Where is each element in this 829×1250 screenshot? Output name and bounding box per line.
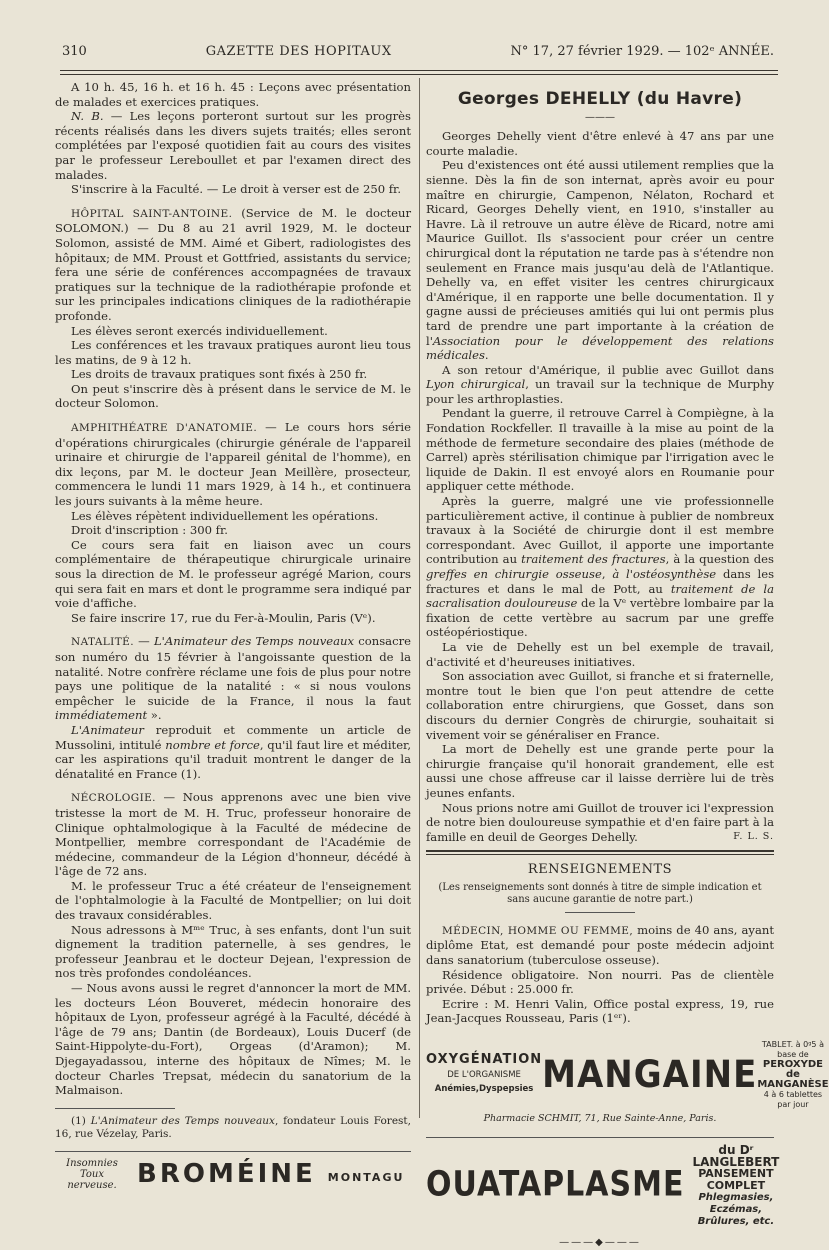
footnote: (1) L'Animateur des Temps nouveaux, fondateur Louis Forest, 16, rue Vézelay, Paris. (55, 1114, 411, 1140)
column-divider (419, 78, 420, 1118)
paragraph: MÉDECIN, HOMME OU FEMME, moins de 40 ans, ayant diplôme Etat, est demandé pour poste médecin adjoint dans sanatorium (tuberculose osseuse). (426, 922, 774, 968)
paragraph: L'Animateur reproduit et commente un article de Mussolini, intitulé nombre et force, qu'il faut lire et méditer, car les aspirations qu'il traduit montrent le danger de la dénatalité en France (1). (55, 722, 412, 781)
page-number: 310 (62, 44, 87, 59)
right-column (426, 80, 829, 1250)
paragraph: Se faire inscrire 17, rue du Fer-à-Moulin, Paris (Vᵉ). (71, 610, 376, 625)
header-rule-thin (60, 74, 778, 75)
ad-left-text: OXYGÉNATION DE L'ORGANISME Anémies,Dyspepsies (426, 1052, 543, 1095)
ad-right-text: du Dʳ LANGLEBERT PANSEMENT COMPLET Phlegmasies, Eczémas, Brûlures, etc. (692, 1142, 780, 1227)
section-rule-thin (426, 854, 774, 855)
paragraph: — Nous avons aussi le regret d'annoncer la mort de MM. les docteurs Léon Bouveret, médecin honoraire des hôpitaux de Lyon, professeur agrégé à la Faculté, décédé à l'âge de 79 ans; Dantin (de Bordeaux), Louis Ducerf (de Saint-Hippolyte-du-Fort), Orgeas (d'Aramon); M. Djegayadassou, interne des hôpitaux de Nîmes; M. le docteur Charles Trepsat, médecin du sanatorium de la Malmaison. (55, 981, 411, 1098)
paragraph: Ecrire : M. Henri Valin, Office postal express, 19, rue Jean-Jacques Rousseau, Paris (1ᵉʳ). (426, 996, 774, 1026)
title-ornament: ——— (585, 111, 615, 123)
paragraph: M. le professeur Truc a été créateur de l'enseignement de l'ophtalmologie à la Faculté de Montpellier; on lui doit des travaux considérables. (55, 878, 411, 923)
section-saint-antoine: HÔPITAL SAINT-ANTOINE. (Service de M. le docteur SOLOMON.) — Du 8 au 21 avril 1929, M. le docteur Solomon, assisté de MM. Aimé et Gibert, radiologistes des hôpitaux; de MM. Proust et Gottfried, assistants du service; fera une série de conférences accompagnées de travaux pratiques sur la technique de la radiothérapie profonde et sur les principales indications cliniques de la radiothérapie profonde. (55, 205, 411, 323)
renseignements-subtitle: (Les renseignements sont donnés à titre de simple indication et sans aucune garantie de notre part.) (438, 881, 762, 905)
paragraph: S'inscrire à la Faculté. — Le droit à verser est de 250 fr. (71, 182, 402, 197)
ad-product-name: OUATAPLASME (426, 1164, 685, 1205)
signature: F. L. S. (733, 830, 774, 842)
paragraph: Résidence obligatoire. Non nourri. Pas de clientèle privée. Début : 25.000 fr. (426, 967, 774, 997)
renseignements-title: RENSEIGNEMENTS (527, 862, 673, 878)
advertisement-mangaine (426, 1040, 829, 1110)
ad-product-name: MANGAINE (542, 1053, 758, 1098)
paragraph: Droit d'inscription : 300 fr. (71, 523, 228, 538)
short-rule (565, 912, 635, 913)
ad-tagline: Insomnies Toux nerveuse. (66, 1157, 118, 1191)
paragraph: Pendant la guerre, il retrouve Carrel à Compiègne, à la Fondation Rockfeller. Il travaille à la mise au point de la méthode de fermeture secondaire des plaies (méthode de Carrel) après stérilisation chimique par l'irrigation avec le liquide de Dakin. Il est envoyé alors en Roumanie pour appliquer cette méthode. (426, 406, 774, 494)
paragraph: Nous prions notre ami Guillot de trouver ici l'expression de notre bien douloureuse sympathie et d'en faire part à la famille en deuil de Georges Dehelly. F. L. S. (426, 800, 774, 844)
paragraph: La vie de Dehelly est un bel exemple de travail, d'activité et d'heureuses initiatives. (426, 639, 774, 669)
advertisement-ouataplasme (426, 1137, 780, 1228)
paragraph: Les droits de travaux pratiques sont fixés à 250 fr. (71, 367, 368, 382)
paragraph: A son retour d'Amérique, il publie avec Guillot dans Lyon chirurgical, un travail sur la technique de Murphy pour les arthroplasties. (426, 362, 774, 406)
paragraph: Nous adressons à Mᵐᵉ Truc, à ses enfants, dont l'un suit dignement la tradition paternelle, à ses gendres, le professeur Jeanbrau et le docteur Dejean, l'expression de nos très profondes condoléances. (55, 922, 411, 981)
ad-brand: MONTAGU (327, 1170, 405, 1184)
left-column (55, 80, 411, 1191)
ad-right-text: TABLET. à 0ᵍ5 à base de PEROXYDE de MANGANÈSE 4 à 6 tablettes par jour (757, 1040, 829, 1110)
paragraph: Les conférences et les travaux pratiques auront lieu tous les matins, de 9 à 12 h. (55, 338, 411, 367)
paragraph: N. B. — Les leçons porteront surtout sur les progrès récents réalisés dans les divers sujets traités; elles seront complétées par l'exposé quotidien fait au cours des visites par le professeur Lereboullet et par l'examen direct des malades. (55, 109, 411, 182)
ad-pharmacy: Pharmacie SCHMIT, 71, Rue Sainte-Anne, Paris. (483, 1113, 717, 1125)
paragraph: A 10 h. 45, 16 h. et 16 h. 45 : Leçons avec présentation de malades et exercices pratiques. (55, 80, 411, 109)
section-rule (426, 850, 774, 852)
paragraph: Les élèves répètent individuellement les opérations. (71, 508, 379, 523)
journal-title: GAZETTE DES HOPITAUX (205, 44, 392, 59)
section-amphitheatre: AMPHITHÉATRE D'ANATOMIE. — Le cours hors série d'opérations chirurgicales (chirurgie générale de l'appareil urinaire et chirurgie de l'appareil génital de l'homme), en dix leçons, par M. le docteur Jean Meillère, prosecteur, commencera le lundi 11 mars 1929, à 14 h., et continuera les jours suivants à la même heure. (55, 420, 411, 509)
section-necrologie: NÉCROLOGIE. — Nous apprenons avec une bien vive tristesse la mort de M. H. Truc, professeur honoraire de Clinique ophtalmologique à la Faculté de médecine de Montpellier, membre correspondant de l'Académie de médecine, commandeur de la Légion d'honneur, décédé à l'âge de 72 ans. (55, 790, 411, 879)
footnote-rule (55, 1108, 175, 1109)
bottom-ornament: ———◆——— (559, 1236, 641, 1248)
obituary-title: Georges DEHELLY (du Havre) (457, 89, 743, 109)
header-rule (60, 70, 778, 71)
paragraph: Georges Dehelly vient d'être enlevé à 47 ans par une courte maladie. (426, 129, 774, 158)
issue-info: N° 17, 27 février 1929. — 102ᵉ ANNÉE. (510, 44, 774, 59)
advertisement-bromeine (55, 1151, 411, 1191)
paragraph: La mort de Dehelly est une grande perte pour la chirurgie française qu'il honorait grandement, elle est aussi une chose affreuse car il laisse derrière lui de très jeunes enfants. (426, 742, 774, 800)
ad-product-name: BROMÉINE (137, 1158, 316, 1189)
paragraph: Après la guerre, malgré une vie professionnelle particulièrement active, il continue à publier de nombreux travaux à la Société de chirurgie dont il est membre correspondant. Avec Guillot, il apporte une importante contribution au traitement des fractures, à la question des greffes en chirurgie osseuse, à l'ostéosynthèse dans les fractures et dans le mal de Pott, au traitement de la sacralisation douloureuse de la Vᵉ vertèbre lombaire par la fixation de cette vertèbre au sacrum par une greffe ostéopériostique. (426, 494, 775, 640)
paragraph: Peu d'existences ont été aussi utilement remplies que la sienne. Dès la fin de son internat, après avoir eu pour maître en chirurgie, Campenon, Nélaton, Rochard et Ricard, Georges Dehelly vient, en 1910, s'installer au Havre. Là il retrouve un autre élève de Ricard, notre ami Maurice Guillot. Ils s'associent pour créer un centre chirurgical dont la réputation ne tarde pas à s'étendre non seulement en France mais jusqu'au delà de l'Atlantique. Dehelly va, en effet visiter les centres chirurgicaux d'Amérique, il en rapporte une belle documentation. Il y gagne aussi de précieuses amitiés qui lui ont permis plus tard de prendre une part importante à la création de l'Association pour le développement des relations médicales. (426, 158, 774, 363)
paragraph: Ce cours sera fait en liaison avec un cours complémentaire de thérapeutique chirurgicale urinaire sous la direction de M. le professeur agrégé Marion, cours qui sera fait en mars et dont le programme sera indiqué par voie d'affiche. (55, 537, 411, 611)
paragraph: Son association avec Guillot, si franche et si fraternelle, montre tout le bien que l'on peut attendre de cette collaboration entre chirurgiens, que Gosset, dans son discours du dernier Congrès de chirurgie, souhaitait si vivement voir se généraliser en France. (426, 669, 774, 742)
paragraph: Les élèves seront exercés individuellement. (71, 323, 328, 338)
page-header (62, 44, 774, 64)
section-natalite: NATALITÉ. — L'Animateur des Temps nouveaux consacre son numéro du 15 février à l'angoissante question de la natalité. Notre confrère réclame une fois de plus pour notre pays une politique de la natalité : « si nous voulons empêcher le suicide de la France, il nous la faut immédiatement ». (55, 634, 411, 723)
paragraph: On peut s'inscrire dès à présent dans le service de M. le docteur Solomon. (55, 381, 411, 411)
